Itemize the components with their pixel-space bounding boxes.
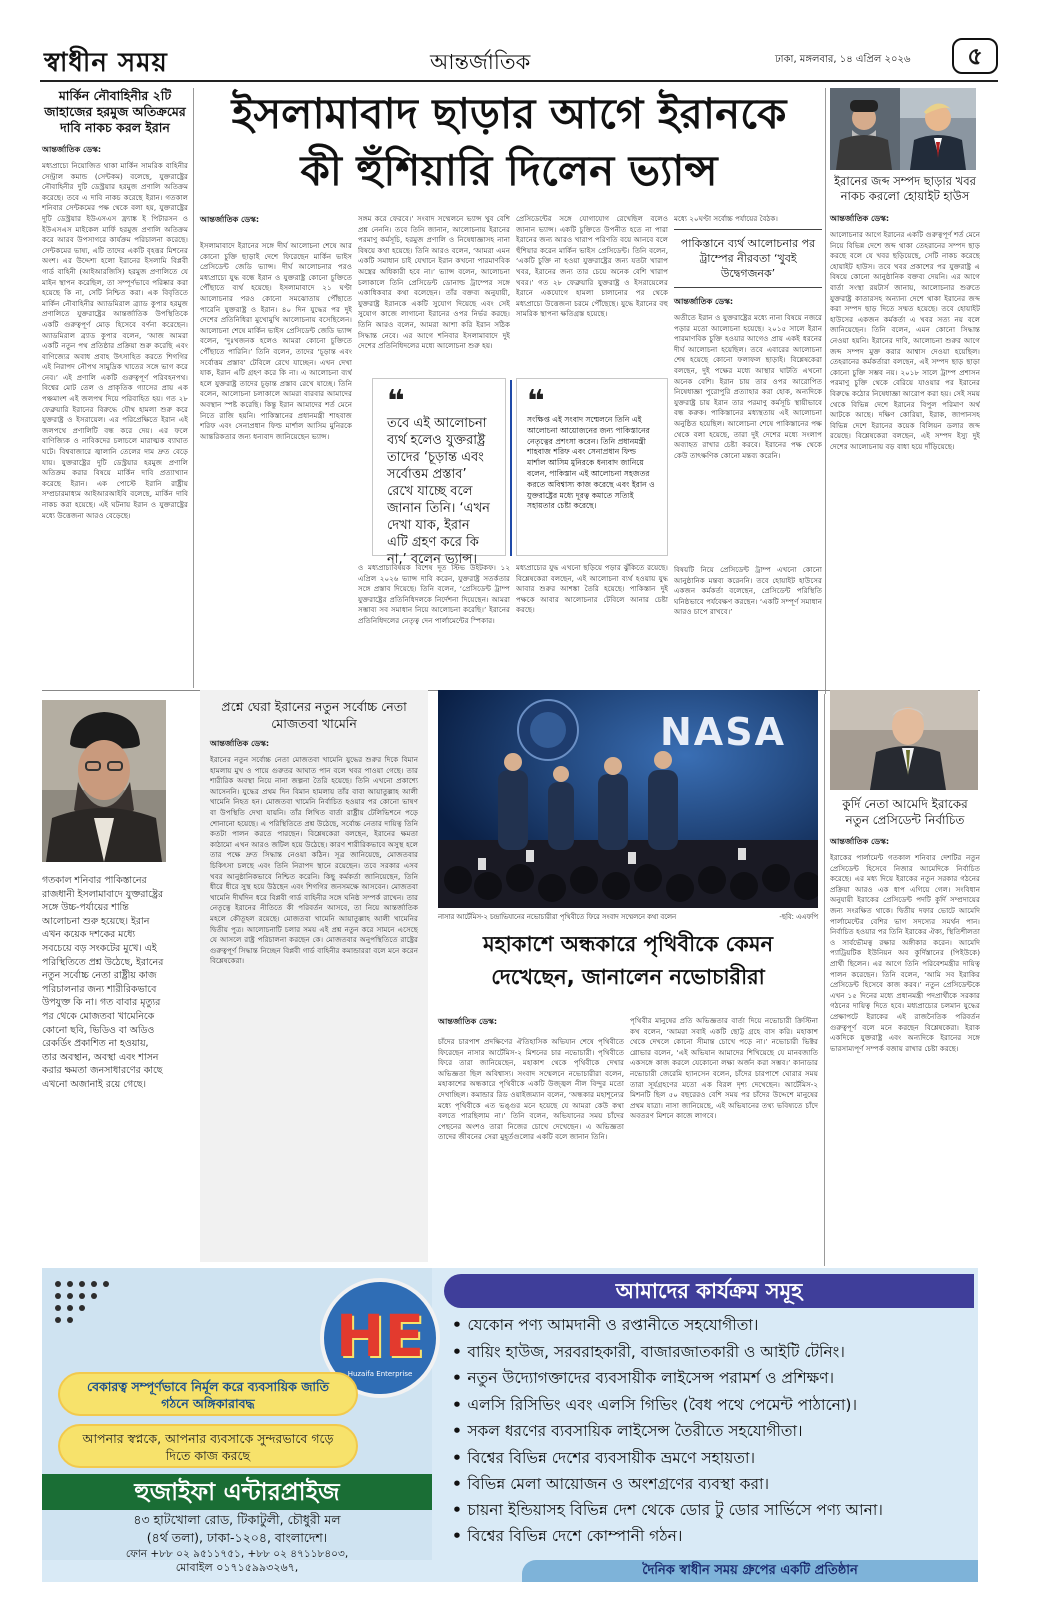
nasa-photo-credit: -ছবি: এএফপি	[779, 913, 818, 921]
lead-story-text: মধ্যে ২০ঘণ্টা সর্বোচ্চ পর্যায়ের বৈঠক।	[674, 214, 778, 223]
leaders-photo-illustration	[830, 88, 976, 170]
ad-address-2: (৪র্থ তলা), ঢাকা-১২০৪, বাংলাদেশ।	[146, 1530, 328, 1545]
quote-mark-icon: ❝	[527, 384, 545, 419]
lead-story-col4	[674, 214, 822, 675]
he-logo-letters: HE	[335, 1302, 425, 1370]
ad-company-band	[42, 1474, 432, 1510]
ad-service-item: • বিশ্বের বিভিন্ন দেশে কোম্পানী গঠন।	[452, 1523, 972, 1550]
kurd-story	[830, 796, 980, 1266]
khamenei-headline[interactable]: প্রশ্নে ঘেরা ইরানের নতুন সর্বোচ্চ নেতা মোজতবা খামেনি	[221, 699, 407, 731]
newspaper-logo[interactable]: স্বাধীন সময়	[44, 48, 168, 78]
lead-story-col3	[516, 214, 668, 376]
left-story-body: মধ্যপ্রাচ্যে নিয়োজিত থাকা মার্কিন সামরিক বাহিনীর সেন্ট্রাল কমান্ড (সেন্টকম) বলেছে, যুক্তরাষ্ট্রের নৌবাহিনীর দুটি ডেস্ট্রয়ার হরমুজ প্রণালি অতিক্রম করেছে। তবে এ দাবি নাকচ করেছে ইরান। গতকাল শনিবার সেন্টকমের পক্ষ থেকে বলা হয়, যুক্তরাষ্ট্রের দুটি ডেস্ট্রয়ার ইউএসএস ফ্র্যাঙ্ক ই পিটারসন ও ইউএসএস মাইকেল মার্ফি হরমুজ প্রণালি অতিক্রম করে আরব উপসাগরে কার্যক্রম পরিচালনা করেছে। সেন্টকমের ভাষ্য, এটি তাদের একটি বৃহত্তর মিশনের অংশ। এর উদ্দেশ্য হলো ইরানের ইসলামি বিপ্লবী গার্ড বাহিনী (আইআরজিসি) হরমুজ প্রণালিতে যে মাইন স্থাপন করেছিল, তা সম্পূর্ণভাবে পরিষ্কার করা হয়েছে কি না, সেটি নিশ্চিত করা। এক বিবৃতিতে মার্কিন নৌবাহিনীর অ্যাডমিরাল ব্র্যাড কুপার হরমুজ প্রণালিতে যুক্তরাষ্ট্রের আন্তর্জাতিক উপস্থিতিকে একটি গুরুত্বপূর্ণ মোড় হিসেবে বর্ণনা করেছেন। অ্যাডমিরাল ব্র্যাড কুপার বলেন, ‘আজ আমরা একটি নতুন পথ প্রতিষ্ঠার প্রক্রিয়া শুরু করেছি এবং বাণিজ্যের অবাধ প্রবাহ উৎসাহিত করতে শিগগির এই নিরাপদ নৌপথ সামুদ্রিক খাতের সঙ্গে ভাগ করে নেব।’ এই প্রণালি একটি গুরুত্বপূর্ণ পরিবহনপথ। বিশ্বের মোট তেল ও প্রাকৃতিক গ্যাসের প্রায় এক পঞ্চমাংশ এই জলপথ দিয়ে পরিবাহিত হয়। গত ২৮ ফেব্রুয়ারি ইরানের বিরুদ্ধে যৌথ হামলা শুরু করে যুক্তরাষ্ট্র ও ইসরায়েল। এর পরিপ্রেক্ষিতে ইরান এই জলপথে প্রণালিটি বন্ধ করে দেয়। এর ফলে বাণিজ্যিক ও নাবিকদের চলাচলে মারাত্মক ব্যাঘাত ঘটে। বিশ্ববাজারে জ্বালানি তেলের দাম দ্রুত বেড়ে যায়। যুক্তরাষ্ট্রের দুটি ডেস্ট্রয়ার হরমুজ প্রণালি অতিক্রম করার বিষয়ে মার্কিন দাবি প্রত্যাখ্যান করেছে ইরান। এক পোস্টে ইরানি রাষ্ট্রীয় সম্প্রচারমাধ্যম আইআরআইবি বলেছে, মার্কিন দাবি নাকচ করা হয়েছে। এই ঘটনায় ইরান ও যুক্তরাষ্ট্রের মধ্যে উত্তেজনা আরও বেড়েছে।	[42, 161, 188, 520]
right-story-headline[interactable]: ইরানের জব্দ সম্পদ ছাড়ার খবর নাকচ করলো হোয়াইট হাউস	[834, 174, 976, 203]
lead-headline-line2[interactable]: কী হুঁশিয়ারি দিলেন ভ্যান্স	[300, 146, 718, 195]
right-story-dateline: আন্তর্জাতিক ডেস্ক:	[830, 214, 890, 223]
lead-story-text: প্রেসিডেন্টের সঙ্গে যোগাযোগ রেখেছিল বলেও জানান ভ্যান্স। একটি চুক্তিতে উপনীত হতে না পারা ইরানের জন্য আরও খারাপ পরিণতি বয়ে আনবে বলে হুঁশিয়ার করেন মার্কিন ভাইস প্রেসিডেন্ট। তিনি বলেন, ‘একটি চুক্তি না হওয়া যুক্তরাষ্ট্রের জন্য যতটা খারাপ খবর, ইরানের জন্য তার চেয়ে অনেক বেশি খারাপ খবর।’ গত ২৮ ফেব্রুয়ারি যুক্তরাষ্ট্র ও ইসরায়েলের ইরানে একযোগে হামলা চালানোর পর থেকে মধ্যপ্রাচ্যে উত্তেজনা চরমে পৌঁছেছে। যুদ্ধে ইরানের বহু সামরিক স্থাপনা ক্ষতিগ্রস্ত হয়েছে।	[516, 214, 668, 319]
ad-service-item: • সকল ধরণের ব্যবসায়িক লাইসেন্স তৈরীতে সহযোগীতা।	[452, 1418, 972, 1445]
kurd-dateline: আন্তর্জাতিক ডেস্ক:	[830, 837, 890, 846]
lead-story-col3b	[516, 563, 668, 678]
amedi-portrait	[830, 690, 978, 790]
lead-story-dateline: আন্তর্জাতিক ডেস্ক:	[200, 215, 260, 224]
ad-service-item: • চায়না ইন্ডিয়াসহ বিভিন্ন দেশ থেকে ডোর টু ডোর সার্ভিসে পণ্য আনা।	[452, 1501, 972, 1520]
nasa-headline[interactable]: মহাকাশে অন্ধকারে পৃথিবীকে কেমন দেখেছেন, জানালেন নভোচারীরা	[482, 932, 774, 989]
pakistan-story-body: অতীতে ইরান ও যুক্তরাষ্ট্রের মধ্যে নানা বিষয়ে নজরে পড়ার মতো আলোচনা হয়েছে। ২০১৫ সালে ইরান পারমাণবিক চুক্তি হওয়ার আগেও প্রায় একই ধরনের দীর্ঘ আলোচনা হয়েছিল। তবে এবারের আলোচনা শেষ হয়েছে কোনো ফলাফল ছাড়াই। বিশ্লেষকেরা বলছেন, দুই পক্ষের মধ্যে আস্থার ঘাটতি এখনো অনেক বেশি। ইরান চায় তার ওপর আরোপিত নিষেধাজ্ঞা পুরোপুরি প্রত্যাহার করা হোক, অন্যদিকে যুক্তরাষ্ট্র চায় ইরান তার পরমাণু কর্মসূচি স্থায়ীভাবে বন্ধ করুক। পাকিস্তানের মধ্যস্থতায় এই আলোচনা অনুষ্ঠিত হয়েছিল। আলোচনা শেষে পাকিস্তানের পক্ষ থেকে বলা হয়েছে, তারা দুই দেশের মধ্যে সংলাপ অব্যাহত রাখার চেষ্টা করবে। ইরানের পক্ষ থেকে কেউ তাৎক্ষণিক কোনো মন্তব্য করেনি।	[674, 313, 822, 460]
lead-story-col2	[358, 214, 510, 376]
kurd-body: ইরাকের পার্লামেন্ট গতকাল শনিবার দেশটির নতুন প্রেসিডেন্ট হিসেবে নিজার আমেদিকে নির্বাচিত করেছে। এর মধ্য দিয়ে ইরাকের নতুন সরকার গঠনের প্রক্রিয়া আরও এক ধাপ এগিয়ে গেল। সংবিধান অনুযায়ী ইরাকের প্রেসিডেন্ট পদটি কুর্দি সম্প্রদায়ের জন্য সংরক্ষিত থাকে। দ্বিতীয় দফার ভোটে আমেদি পার্লামেন্টের বেশির ভাগ সদস্যের সমর্থন পান। নির্বাচিত হওয়ার পর তিনি ইরাকের ঐক্য, স্থিতিশীলতা ও সার্বভৌমত্ব রক্ষার অঙ্গীকার করেন। আমেদি প্যাট্রিয়টিক ইউনিয়ন অব কুর্দিস্তানের (পিইউকে) প্রার্থী ছিলেন। এর আগে তিনি পরিবেশমন্ত্রীর দায়িত্ব পালন করেছেন। তিনি বলেন, ‘আমি সব ইরাকির প্রেসিডেন্ট হিসেবে কাজ করব।’ নতুন প্রেসিডেন্টকে এখন ১৫ দিনের মধ্যে প্রধানমন্ত্রী পদপ্রার্থীকে সরকার গঠনের দায়িত্ব দিতে হবে। মধ্যপ্রাচ্যের চলমান যুদ্ধের প্রেক্ষাপটে ইরাকের এই রাজনৈতিক পরিবর্তন গুরুত্বপূর্ণ বলে মনে করছেন বিশ্লেষকেরা। ইরাক একদিকে যুক্তরাষ্ট্র এবং অন্যদিকে ইরানের সঙ্গে ভারসাম্যপূর্ণ সম্পর্ক বজায় রাখার চেষ্টা করছে।	[830, 853, 980, 1053]
left-story-dateline: আন্তর্জাতিক ডেস্ক:	[42, 145, 102, 154]
ad-phone[interactable]: ফোন +৮৮ ০২ ৯৫১১৭৫১, +৮৮ ০২ ৪৭১১৮৪০৩,	[125, 1548, 349, 1560]
iran-us-leaders-photo	[830, 88, 976, 170]
ad-pill-2-text: আপনার স্বপ্নকে, আপনার ব্যবসাকে সুন্দরভাবে গড়ে দিতে কাজ করছে	[82, 1431, 334, 1463]
ad-services-list	[452, 1312, 972, 1549]
khamenei-caption	[42, 874, 166, 1254]
khamenei-body: ইরানের নতুন সর্বোচ্চ নেতা মোজতবা খামেনি যুদ্ধের শুরুর দিকে বিমান হামলায় মুখ ও পায়ে গুরুতর আঘাত পান বলে খবর পাওয়া গেছে। তার শারীরিক অবস্থা নিয়ে নানা জল্পনা তৈরি হয়েছে। তিনি এখনো প্রকাশ্যে আসেননি। যুদ্ধের প্রথম দিন বিমান হামলায় তাঁর বাবা আয়াতুল্লাহ আলী খামেনি নিহত হন। মোজতবা খামেনি নির্বাচিত হওয়ার পর কোনো ভাষণ বা উপস্থিতি দেখা যায়নি। তাঁর লিখিত বার্তা রাষ্ট্রীয় টেলিভিশনে পড়ে শোনানো হয়েছে। এ পরিস্থিতিতে প্রশ্ন উঠেছে, সর্বোচ্চ নেতার দায়িত্ব তিনি কতটা পালন করতে পারছেন। বিশ্লেষকেরা বলছেন, ইরানের ক্ষমতা কাঠামো এখন আরও জটিল হয়ে উঠেছে। কারণ শারীরিকভাবে অসুস্থ হলে তার পক্ষে দ্রুত সিদ্ধান্ত নেওয়া কঠিন। সূত্র জানিয়েছে, মোজতবার চিকিৎসা চলছে এবং তিনি নিরাপদ স্থানে রয়েছেন। তবে সরকার এসব খবর আনুষ্ঠানিকভাবে নিশ্চিত করেনি। কিছু কর্মকর্তা জানিয়েছেন, তিনি ধীরে ধীরে সুস্থ হয়ে উঠছেন এবং শিগগির জনসমক্ষে আসবেন। মোজতবা খামেনি দীর্ঘদিন ধরে বিপ্লবী গার্ড বাহিনীর সঙ্গে ঘনিষ্ঠ সম্পর্ক রাখেন। তার নেতৃত্বে ইরানের নীতিতে কী পরিবর্তন আসবে, তা নিয়ে আন্তর্জাতিক মহলে কৌতূহল রয়েছে। মোজতবা খামেনি আয়াতুল্লাহ আলী খামেনির দ্বিতীয় পুত্র। আলোচনাটি চলার সময় এই প্রশ্ন নতুন করে সামনে এসেছে যে আসলে রাষ্ট্র পরিচালনা করছেন কে। মোজতবার অনুপস্থিতিতে রাষ্ট্রের গুরুত্বপূর্ণ সিদ্ধান্ত নিচ্ছেন বিপ্লবী গার্ড বাহিনীর কমান্ডাররা বলে মনে করেন বিশ্লেষকেরা।	[210, 755, 418, 966]
ad-service-item: • বিভিন্ন মেলা আয়োজন ও অংশগ্রণের ব্যবস্থা করা।	[452, 1471, 972, 1498]
pull-quote-2	[516, 378, 668, 556]
masthead-rule	[40, 80, 998, 82]
nasa-story-text: চাঁদের চারপাশ প্রদক্ষিণের ঐতিহাসিক অভিযান শেষে পৃথিবীতে ফিরেছেন নাসার আর্টেমিস-২ মিশনের চার নভোচারী। পৃথিবীতে ফিরে তারা জানিয়েছেন, মহাকাশ থেকে পৃথিবীকে দেখার অভিজ্ঞতা ছিল অবিশ্বাস্য। সংবাদ সম্মেলনে নভোচারীরা বলেন, মহাকাশের অন্ধকারে পৃথিবীকে একটি উজ্জ্বল নীল বিন্দুর মতো দেখাচ্ছিল। কমান্ডার রিড ওয়াইজম্যান বলেন, ‘অন্ধকার মহাশূন্যের মধ্যে পৃথিবীকে এত ভঙ্গুর মনে হয়েছে যে আমরা কেউ কথা বলতে পারছিলাম না।’ তিনি বলেন, অভিযানের সময় চাঁদের পেছনের অংশও তারা নিজের চোখে দেখেছেন। এ অভিজ্ঞতা তাদের জীবনের সেরা মুহূর্তগুলোর একটি বলে জানান তিনি।	[438, 1037, 624, 1142]
pakistan-subheadline[interactable]: পাকিস্তানে ব্যর্থ আলোচনার পর ট্রাম্পের নীরবতা ‘খুবই উদ্বেগজনক’	[680, 237, 816, 280]
left-story-headline[interactable]: মার্কিন নৌবাহিনীর ২টি জাহাজের হরমুজ অতিক্রমের দাবি নাকচ করল ইরান	[44, 88, 186, 135]
khamenei-story	[200, 690, 428, 1262]
ad-address-1: ৪৩ হাটখোলা রোড, টিকাটুলী, চৌধুরী মল	[133, 1512, 341, 1527]
right-story	[830, 174, 980, 694]
ad-footer-band	[522, 1560, 978, 1582]
section-title: আন্তর্জাতিক	[430, 50, 531, 74]
nasa-story-text: পৃথিবীর মানুষের প্রতি অভিজ্ঞতার বার্তা দিয়ে নভোচারী ক্রিস্টিনা কখ বলেন, ‘আমরা সবাই একটি ছোট্ট গ্রহে বাস করি। মহাকাশ থেকে দেখলে কোনো সীমান্ত চোখে পড়ে না।’ নভোচারী ভিক্টর গ্লোভার বলেন, ‘এই অভিযান আমাদের শিখিয়েছে যে মানবজাতি একসঙ্গে কাজ করলে যেকোনো লক্ষ্য অর্জন করা সম্ভব।’ কানাডার নভোচারী জেরেমি হ্যানসেন বলেন, চাঁদের চারপাশে ঘোরার সময় তারা সূর্যগ্রহণের মতো এক বিরল দৃশ্য দেখেছেন। আর্টেমিস-২ মিশনটি ছিল ৫০ বছরেরও বেশি সময় পর চাঁদের উদ্দেশে মানুষের প্রথম যাত্রা। নাসা জানিয়েছে, এই অভিযানের তথ্য ভবিষ্যতে চাঁদে অবতরণ মিশনে কাজে লাগবে।	[630, 1016, 818, 1121]
nasa-headline-box	[438, 928, 818, 1012]
nasa-photo-caption: নাসার আর্টেমিস-২ চন্দ্রাভিযানের নভোচারীরা পৃথিবীতে ফিরে সংবাদ সম্মেলনে কথা বলেন	[438, 913, 677, 921]
nasa-logo-text: NASA	[660, 710, 786, 754]
nasa-astronauts-photo	[438, 690, 818, 908]
lead-story-col2b	[358, 563, 510, 678]
column-divider	[824, 694, 825, 1266]
column-divider	[193, 88, 194, 688]
ad-service-item: • এলসি রিসিভিং এবং এলসি গিভিং (বৈধ পথে পেমেন্ট পাঠানো)।	[452, 1392, 972, 1419]
nasa-dateline: আন্তর্জাতিক ডেস্ক:	[438, 1017, 498, 1026]
masthead	[40, 38, 1000, 78]
ad-service-item: • বায়িং হাউজ, সরবরাহকারী, বাজারজাতকারী ও আইটি টেনিং।	[452, 1339, 972, 1366]
ad-pill-1-text: বেকারত্ব সম্পূর্ণভাবে নির্মূল করে ব্যবসায়িক জাতি গঠনে অঙ্গিকারাবদ্ধ	[87, 1379, 329, 1411]
ad-service-item: • নতুন উদ্যোগক্তাদের ব্যবসায়ীক লাইসেন্স পরামর্শ ও প্রশিক্ষণ।	[452, 1365, 972, 1392]
page-number: ৫	[967, 42, 983, 70]
column-divider	[825, 88, 826, 694]
ad-banner	[444, 1274, 974, 1308]
kurd-headline[interactable]: কুর্দি নেতা আমেদি ইরাকের নতুন প্রেসিডেন্ট নির্বাচিত	[842, 797, 968, 827]
huzaifa-ad[interactable]	[42, 1268, 978, 1560]
ad-banner-title: আমাদের কার্যক্রম সমূহ	[615, 1279, 803, 1303]
pakistan-story-body-cont: বিষয়টি নিয়ে প্রেসিডেন্ট ট্রাম্প এখনো কোনো আনুষ্ঠানিক মন্তব্য করেননি। তবে হোয়াইট হাউসের একজন কর্মকর্তা বলেছেন, প্রেসিডেন্ট পরিস্থিতি ঘনিষ্ঠভাবে পর্যবেক্ষণ করছেন। ‘একটি সম্পূর্ণ সমাধান আরও চাপে রাখবে।’	[674, 565, 822, 617]
quote-accent-bar	[510, 380, 512, 556]
he-logo-subtitle: Huzaifa Enterprise	[347, 1370, 413, 1378]
khamenei-dateline: আন্তর্জাতিক ডেস্ক:	[210, 739, 270, 748]
ad-pill-2	[58, 1424, 358, 1468]
pakistan-dateline: আন্তর্জাতিক ডেস্ক:	[674, 297, 734, 306]
khamenei-caption-text: গতকাল শনিবার পাকিস্তানের রাজধানী ইসলামাবাদে যুক্তরাষ্ট্রের সঙ্গে উচ্চ-পর্যায়ের শান্তি আলোচনা শুরু হয়েছে। ইরান এখন কয়েক দশকের মধ্যে সবচেয়ে বড় সংকটের মুখে। এই পরিস্থিতিতে প্রশ্ন উঠেছে, ইরানের নতুন সর্বোচ্চ নেতা রাষ্ট্রীয় কাজ পরিচালনার জন্য শারীরিকভাবে উপযুক্ত কি না। গত বাবার মৃত্যুর পর থেকে মোজতবা খামেনিকে কোনো ছবি, ভিডিও বা অডিও রেকর্ডিং প্রকাশিত না হওয়ায়, তার অবস্থান, অবস্থা এবং শাসন করার ক্ষমতা জনসাধারণের কাছে এখনো অজানাই রয়ে গেছে।	[42, 875, 164, 1090]
pakistan-subheadline-box	[674, 229, 822, 288]
nasa-story-col1	[438, 1016, 624, 1267]
lead-story-text: ও মধ্যপ্রাচ্যবিষয়ক বিশেষ দূত স্টিভ উইটকফ। ১২ এপ্রিল ২০২৬ ভ্যান্স দাবি করেন, যুক্তরাষ্ট্র সতর্কতার সঙ্গে প্রস্তাব দিয়েছে। তিনি বলেন, ‘প্রেসিডেন্ট ট্রাম্প যুক্তরাষ্ট্রের প্রতিনিধিদলকে নির্দেশনা দিয়েছেন। আমরা সম্ভাব্য সব সমাধান নিয়ে আলোচনা করেছি।’ ইরানের প্রতিনিধিদলের নেতৃত্ব দেন পার্লামেন্টের স্পিকার।	[358, 563, 510, 625]
ad-dots-pattern	[48, 1274, 168, 1354]
lead-headline-line1[interactable]: ইসলামাবাদ ছাড়ার আগে ইরানকে	[231, 89, 787, 138]
khamenei-portrait	[42, 700, 166, 862]
ad-bottom-strip	[42, 1560, 978, 1582]
pull-quote-1	[372, 378, 506, 567]
page-number-box	[952, 38, 998, 74]
lead-story-text: মধ্যপ্রাচ্যের যুদ্ধ এখনো ছড়িয়ে পড়ার ঝুঁকিতে রয়েছে। বিশ্লেষকেরা বলছেন, এই আলোচনা ব্যর্থ হওয়ায় যুদ্ধ আবার শুরুর আশঙ্কা তৈরি হয়েছে। পাকিস্তান দুই পক্ষকে আবার আলোচনার টেবিলে আনার চেষ্টা করছে।	[516, 563, 668, 615]
right-story-body: আলোচনার আগে ইরানের একটি গুরুত্বপূর্ণ শর্ত মেনে নিয়ে বিভিন্ন দেশে জব্দ থাকা তেহরানের সম্পদ ছাড় করছে বলে যে খবর ছড়িয়েছে, সেটি নাকচ করেছে হোয়াইট হাউস। তবে খবর প্রকাশের পর যুক্তরাষ্ট্র এ বিষয়ে কোনো আনুষ্ঠানিক বক্তব্য দেয়নি। এর আগে বার্তা সংস্থা রয়টার্স জানায়, আলোচনার শুরুতে যুক্তরাষ্ট্র কাতারসহ অন্যান্য দেশে থাকা ইরানের জব্দ করা সম্পদ ছাড় দিতে সম্মত হয়েছে। তবে হোয়াইট হাউসের একজন কর্মকর্তা এ খবর সত্য নয় বলে জানিয়েছেন। তিনি বলেন, এমন কোনো সিদ্ধান্ত নেওয়া হয়নি। ইরানের দাবি, আলোচনা শুরুর আগে জব্দ সম্পদ মুক্ত করার আশ্বাস দেওয়া হয়েছিল। তেহরানের কর্মকর্তারা বলছেন, এই সম্পদ ছাড় ছাড়া কোনো চুক্তি সম্ভব নয়। ২০১৮ সালে ট্রাম্প প্রশাসন পরমাণু চুক্তি থেকে বেরিয়ে যাওয়ার পর ইরানের বিরুদ্ধে কঠোর নিষেধাজ্ঞা আরোপ করা হয়। সেই সময় থেকে বিভিন্ন দেশে ইরানের বিপুল পরিমাণ অর্থ আটকে আছে। দক্ষিণ কোরিয়া, ইরাক, জাপানসহ বিভিন্ন দেশে ইরানের কয়েক বিলিয়ন ডলার জব্দ রয়েছে। বিশ্লেষকেরা বলছেন, এই সম্পদ ইস্যু দুই দেশের আলোচনায় বড় বাধা হয়ে দাঁড়িয়েছে।	[830, 230, 980, 451]
issue-date: ঢাকা, মঙ্গলবার, ১৪ এপ্রিল ২০২৬	[775, 54, 911, 65]
ad-company-name: হুজাইফা এন্টারপ্রাইজ	[134, 1478, 340, 1506]
lead-story-text: সঙ্গম করে ফেরবে।’ সংবাদ সম্মেলনে ভ্যান্স খুব বেশি প্রশ্ন নেননি। তবে তিনি জানান, আলোচনায় ইরানের পরমাণু কর্মসূচি, হরমুজ প্রণালি ও নিষেধাজ্ঞাসহ নানা বিষয়ে কথা হয়েছে। তিনি আরও বলেন, ‘আমরা এমন একটি সমাধান চাই যেখানে ইরান কখনো পারমাণবিক অস্ত্রের অধিকারী হবে না।’ ভ্যান্স বলেন, আলোচনা চলাকালে তিনি প্রেসিডেন্ট ডোনাল্ড ট্রাম্পের সঙ্গে একাধিকবার কথা বলেছেন। তাঁর বক্তব্য অনুযায়ী, যুক্তরাষ্ট্র ইরানকে একটি সুযোগ দিয়েছে এবং সেই সুযোগ কাজে লাগানো ইরানের ওপর নির্ভর করছে। তিনি আরও বলেন, আমরা আশা করি ইরান সঠিক সিদ্ধান্ত নেবে। এর আগে শনিবার ইসলামাবাদে দুই দেশের প্রতিনিধিদলের মধ্যে আলোচনা শুরু হয়।	[358, 214, 510, 351]
lead-headline	[198, 86, 820, 206]
lead-story-text: ইসলামাবাদে ইরানের সঙ্গে দীর্ঘ আলোচনা শেষে আর কোনো চুক্তি ছাড়াই দেশে ফিরেছেন মার্কিন ভাইস প্রেসিডেন্ট জেডি ভ্যান্স। দীর্ঘ আলোচনার পরও মধ্যপ্রাচ্যে যুদ্ধ বন্ধে ইরান ও যুক্তরাষ্ট্র কোনো চুক্তিতে পৌঁছাতে ব্যর্থ হয়েছে। ইসলামাবাদে ২১ ঘণ্টা আলোচনার পরও কোনো সমঝোতায় পৌঁছাতে পারেনি যুক্তরাষ্ট্র ও ইরান। ৪০ দিন যুদ্ধের পর দুই দেশের প্রতিনিধিরা মুখোমুখি আলোচনায় বসেছিলেন। আলোচনা শেষে মার্কিন ভাইস প্রেসিডেন্ট জেডি ভ্যান্স বলেন, ‘দুঃখজনক হলেও আমরা কোনো চুক্তিতে পৌঁছাতে পারিনি।’ তিনি বলেন, তাদের ‘চূড়ান্ত এবং সর্বোত্তম প্রস্তাব’ টেবিলে রেখে যাচ্ছেন। এখন দেখা যাক, ইরান এটি গ্রহণ করে কি না। এ আলোচনা ব্যর্থ হলে যুক্তরাষ্ট্র তাদের চূড়ান্ত প্রস্তাব রেখে যাচ্ছে। তিনি বলেন, আলোচনা চলাকালে আমরা বারবার আমাদের অবস্থান স্পষ্ট করেছি। কিন্তু ইরান আমাদের শর্ত মেনে নিতে রাজি হয়নি। পাকিস্তানের প্রধানমন্ত্রী শাহবাজ শরিফ এবং সেনাপ্রধান ফিল্ড মার্শাল আসিম মুনিরকে আন্তরিকতার জন্য ধন্যবাদ জানিয়েছেন ভ্যান্স।	[200, 241, 352, 441]
ad-pill-1	[58, 1372, 358, 1416]
left-story	[42, 88, 188, 688]
ad-service-item: • যেকোন পণ্য আমদানী ও রপ্তানীতে সহযোগীতা।	[452, 1312, 972, 1339]
nasa-story-col2	[630, 1016, 818, 1262]
ad-service-item: • বিশ্বের বিভিন্ন দেশের ব্যবসায়ীক ভ্রমণে সহায়তা।	[452, 1445, 972, 1472]
quote-mark-icon: ❝	[387, 384, 405, 419]
pull-quote-2-text: সংক্ষিপ্ত এই সংবাদ সম্মেলনে তিনি এই আলোচনা আয়োজনের জন্য পাকিস্তানের নেতৃত্বের প্রশংসা করেন। তিনি প্রধানমন্ত্রী শাহবাজ শরিফ এবং সেনাপ্রধান ফিল্ড মার্শাল আসিম মুনিরকে ধন্যবাদ জানিয়ে বলেন, পাকিস্তান এই আলোচনা সহজতর করতে অবিশ্বাস্য কাজ করেছে এবং ইরান ও যুক্তরাষ্ট্রের মধ্যে দূরত্ব কমাতে সত্যিই সহায়তার চেষ্টা করেছে।	[527, 415, 655, 511]
khamenei-photo	[42, 700, 166, 862]
nasa-photo-caption-row	[438, 911, 818, 923]
pull-quote-1-text: তবে এই আলোচনা ব্যর্থ হলেও যুক্তরাষ্ট্র তাদের ‘চূড়ান্ত এবং সর্বোত্তম প্রস্তাব’ রেখে যাচ্ছে বলে জানান তিনি। ‘এখন দেখা যাক, ইরান এটি গ্রহণ করে কি না,’ বলেন ভ্যান্স।	[387, 416, 490, 567]
lead-story-col1	[200, 214, 352, 661]
ad-footer-text: দৈনিক স্বাধীন সময় গ্রুপের একটি প্রতিষ্ঠান	[642, 1563, 858, 1578]
ad-mobile[interactable]: মোবাইল ০১৭১৫৯৯৩২৬৭,	[175, 1561, 299, 1574]
amedi-photo	[830, 690, 978, 790]
